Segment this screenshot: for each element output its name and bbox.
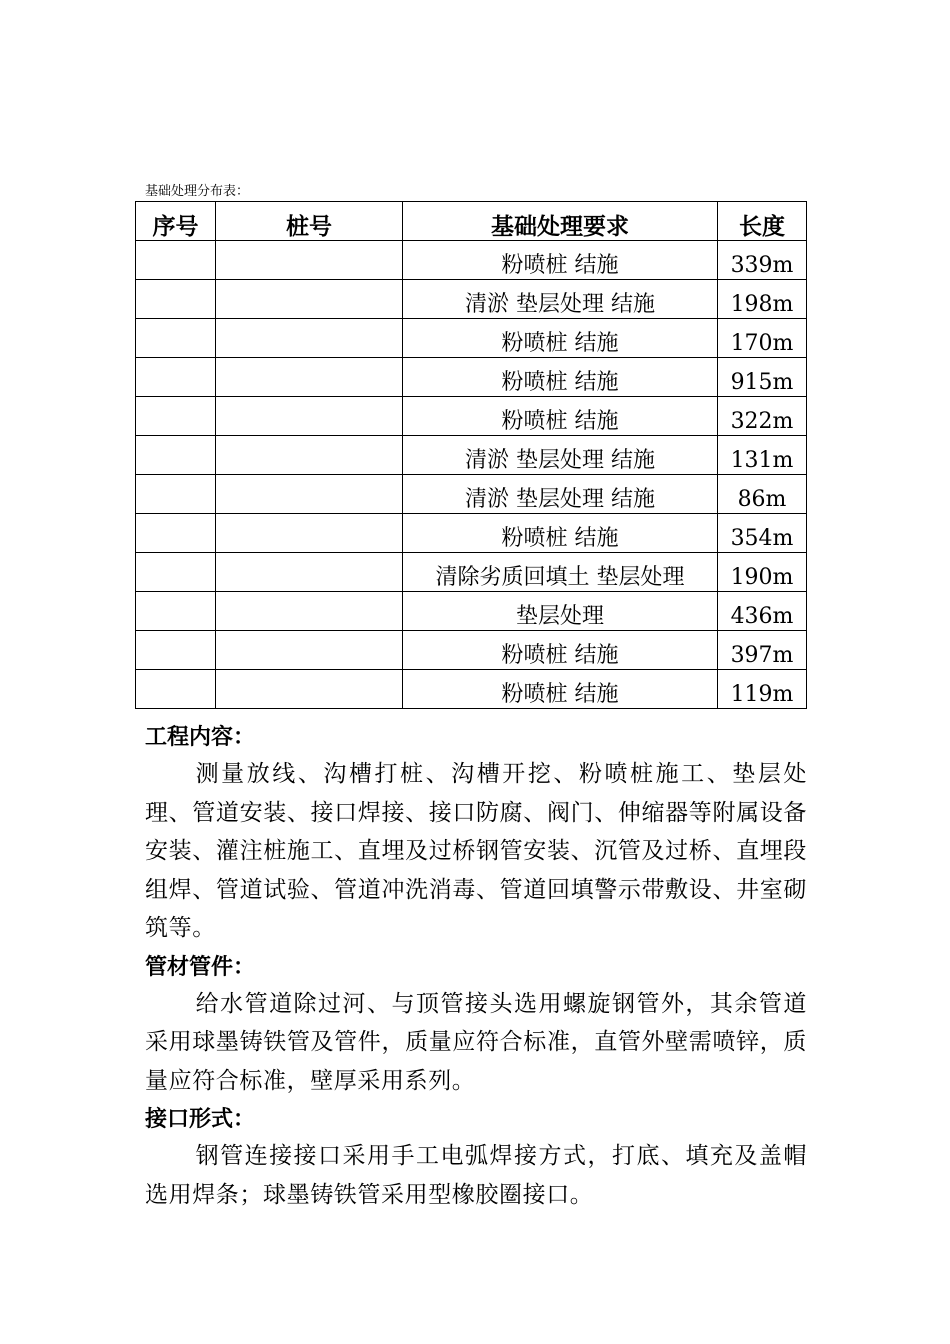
table-row (136, 319, 807, 358)
cell-seq (136, 592, 216, 631)
section-body: 测量放线、沟槽打桩、沟槽开挖、粉喷桩施工、垫层处理、管道安装、接口焊接、接口防腐、阀门、伸缩器等附属设备安装、灌注桩施工、直埋及过桥钢管安装、沉管及过桥、直埋段组焊、管道试验、管道冲洗消毒、管道回填警示带敷设、井室砌筑等。 (145, 761, 807, 941)
header-seq: 序号 (136, 202, 216, 241)
cell-requirement: 粉喷桩 结施 (403, 631, 718, 670)
cell-length: 119m (718, 670, 807, 709)
header-requirement: 基础处理要求 (403, 202, 718, 241)
section-title: 管材管件： (145, 953, 256, 980)
section-content (145, 719, 807, 948)
table-row (136, 514, 807, 553)
cell-requirement: 清淤 垫层处理 结施 (403, 436, 718, 475)
cell-requirement: 粉喷桩 结施 (403, 358, 718, 397)
table-row (136, 397, 807, 436)
table-row (136, 553, 807, 592)
cell-seq (136, 280, 216, 319)
cell-length: 397m (718, 631, 807, 670)
cell-length: 915m (718, 358, 807, 397)
cell-seq (136, 241, 216, 280)
table-row (136, 592, 807, 631)
cell-pile (216, 319, 403, 358)
cell-length: 190m (718, 553, 807, 592)
cell-pile (216, 475, 403, 514)
table-row (136, 241, 807, 280)
table-row (136, 358, 807, 397)
section-materials (145, 949, 807, 1101)
cell-length: 86m (718, 475, 807, 514)
cell-seq (136, 397, 216, 436)
cell-seq (136, 436, 216, 475)
cell-length: 322m (718, 397, 807, 436)
section-body: 给水管道除过河、与顶管接头选用螺旋钢管外，其余管道采用球墨铸铁管及管件，质量应符合标准，直管外壁需喷锌，质量应符合标准，壁厚采用系列。 (145, 990, 807, 1094)
section-title: 接口形式： (145, 1106, 256, 1132)
cell-pile (216, 592, 403, 631)
cell-requirement: 粉喷桩 结施 (403, 397, 718, 436)
table-row (136, 670, 807, 709)
cell-requirement: 粉喷桩 结施 (403, 670, 718, 709)
cell-requirement: 粉喷桩 结施 (403, 514, 718, 553)
table-row (136, 436, 807, 475)
cell-length: 436m (718, 592, 807, 631)
section-title: 工程内容： (145, 724, 256, 750)
cell-pile (216, 670, 403, 709)
cell-pile (216, 631, 403, 670)
cell-seq (136, 475, 216, 514)
cell-length: 131m (718, 436, 807, 475)
header-length: 长度 (718, 202, 807, 241)
cell-length: 339m (718, 241, 807, 280)
cell-pile (216, 514, 403, 553)
section-joints (145, 1101, 807, 1214)
cell-requirement: 粉喷桩 结施 (403, 241, 718, 280)
table-header-row (136, 202, 807, 241)
foundation-treatment-table (135, 201, 807, 709)
cell-seq (136, 319, 216, 358)
cell-pile (216, 241, 403, 280)
cell-requirement: 粉喷桩 结施 (403, 319, 718, 358)
section-list (145, 719, 807, 1215)
table-row (136, 280, 807, 319)
cell-seq (136, 631, 216, 670)
cell-pile (216, 358, 403, 397)
table-row (136, 631, 807, 670)
cell-pile (216, 436, 403, 475)
cell-requirement: 垫层处理 (403, 592, 718, 631)
cell-seq (136, 553, 216, 592)
cell-pile (216, 553, 403, 592)
cell-seq (136, 670, 216, 709)
cell-requirement: 清淤 垫层处理 结施 (403, 475, 718, 514)
header-pile: 桩号 (216, 202, 403, 241)
cell-requirement: 清除劣质回填土 垫层处理 (403, 553, 718, 592)
table-row (136, 475, 807, 514)
cell-requirement: 清淤 垫层处理 结施 (403, 280, 718, 319)
table-caption: 基础处理分布表： (145, 184, 250, 199)
cell-length: 198m (718, 280, 807, 319)
cell-length: 170m (718, 319, 807, 358)
cell-length: 354m (718, 514, 807, 553)
cell-pile (216, 397, 403, 436)
cell-seq (136, 514, 216, 553)
cell-seq (136, 358, 216, 397)
table-body (136, 241, 807, 709)
section-body: 钢管连接接口采用手工电弧焊接方式，打底、填充及盖帽选用焊条；球墨铸铁管采用型橡胶圈接口。 (145, 1143, 807, 1208)
cell-pile (216, 280, 403, 319)
